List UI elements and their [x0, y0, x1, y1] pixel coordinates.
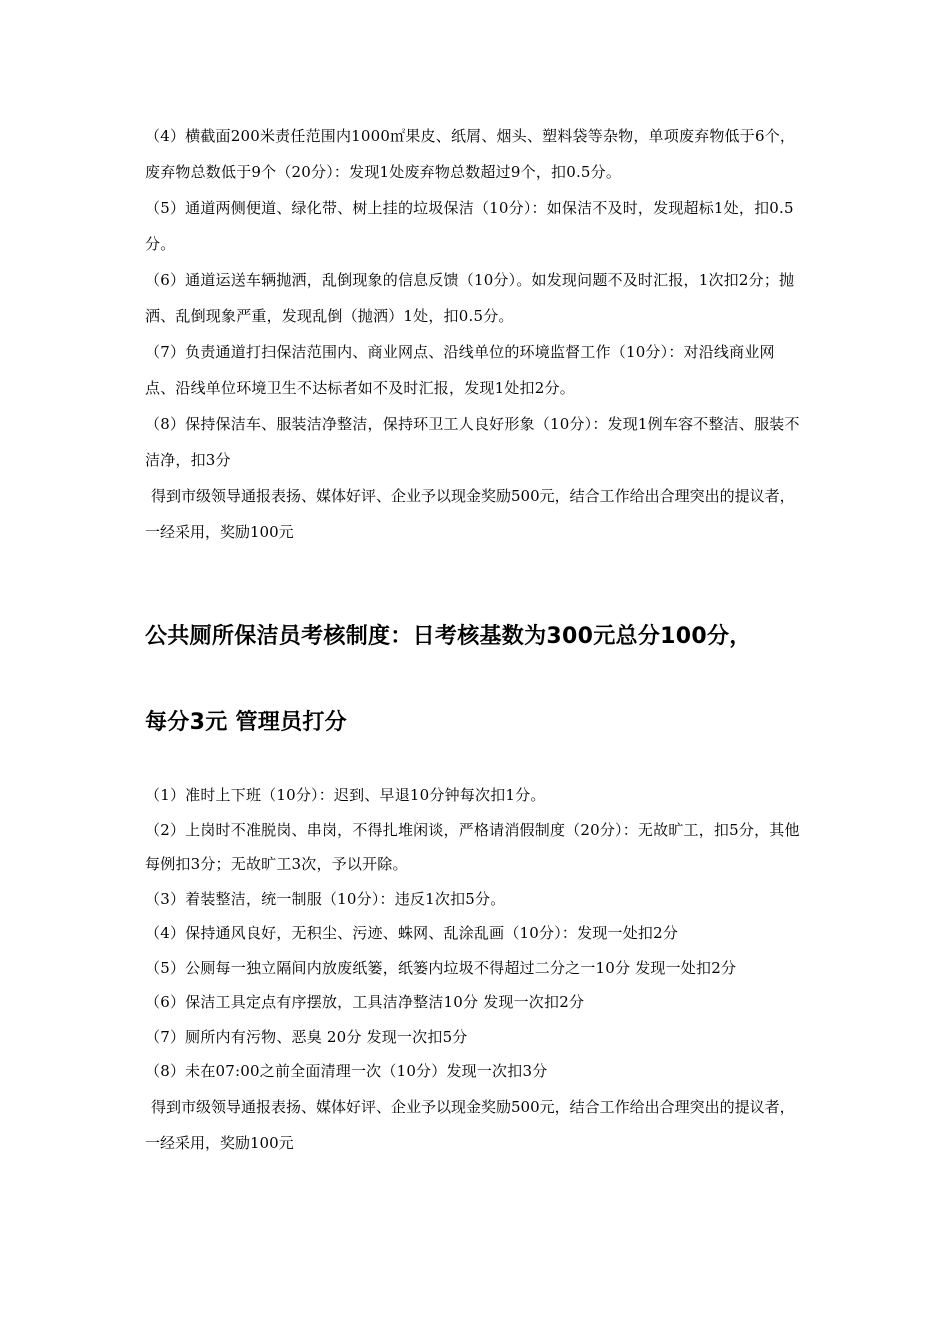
- rule-item-6: （6）通道运送车辆抛洒，乱倒现象的信息反馈（10分）。如发现问题不及时汇报，1次扣2分；抛洒、乱倒现象严重，发现乱倒（抛洒）1处，扣0.5分。: [145, 271, 795, 325]
- toilet-rule-item-7: （7）厕所内有污物、恶臭 20分 发现一次扣5分: [145, 1027, 468, 1046]
- toilet-rule-item-8: （8）未在07:00之前全面清理一次（10分）发现一次扣3分: [145, 1062, 548, 1080]
- sanitation-rules-section: [145, 118, 805, 550]
- toilet-rule-item-2: （2）上岗时不准脱岗、串岗，不得扎堆闲谈，严格请消假制度（20分）：无故旷工，扣5分，其他每例扣3分；无故旷工3次，予以开除。: [145, 820, 800, 873]
- toilet-rule-item-1: （1）准时上下班（10分）：迟到、早退10分钟每次扣1分。: [145, 786, 546, 804]
- toilet-reward-note: 得到市级领导通报表扬、媒体好评、企业予以现金奖励500元，结合工作给出合理突出的提议者，一经采用，奖励100元: [145, 1097, 795, 1152]
- heading-line-1: 公共厕所保洁员考核制度：日考核基数为300元总分100分，: [145, 624, 752, 649]
- toilet-rule-item-3: （3）着装整洁，统一制服（10分）：违反1次扣5分。: [145, 889, 506, 908]
- document-page: [145, 118, 805, 1161]
- toilet-rule-item-4: （4）保持通风良好，无积尘、污迹、蛛网、乱涂乱画（10分）：发现一处扣2分: [145, 924, 679, 942]
- rule-item-7: （7）负责通道打扫保洁范围内、商业网点、沿线单位的环境监督工作（10分）：对沿线商业网点、沿线单位环境卫生不达标者如不及时汇报，发现1处扣2分。: [145, 343, 775, 397]
- rule-item-8: （8）保持保洁车、服装洁净整洁，保持环卫工人良好形象（10分）：发现1例车容不整洁、服装不洁净，扣3分: [145, 415, 800, 469]
- toilet-rule-item-6: （6）保洁工具定点有序摆放，工具洁净整洁10分 发现一次扣2分: [145, 993, 585, 1011]
- rule-item-4: （4）横截面200米责任范围内1000㎡果皮、纸屑、烟头、塑料袋等杂物，单项废弃物低于6个，废弃物总数低于9个（20分）：发现1处废弃物总数超过9个，扣0.5分。: [145, 127, 796, 181]
- reward-note: 得到市级领导通报表扬、媒体好评、企业予以现金奖励500元，结合工作给出合理突出的提议者，一经采用，奖励100元: [145, 487, 795, 541]
- toilet-rules-section: [145, 778, 805, 1161]
- heading-line-2: 每分3元 管理员打分: [145, 710, 347, 735]
- toilet-rule-item-5: （5）公厕每一独立隔间内放废纸篓，纸篓内垃圾不得超过二分之一10分 发现一处扣2分: [145, 958, 737, 977]
- rule-item-5: （5）通道两侧便道、绿化带、树上挂的垃圾保洁（10分）：如保洁不及时，发现超标1处，扣0.5分。: [145, 199, 794, 253]
- toilet-cleaner-heading: [145, 594, 805, 766]
